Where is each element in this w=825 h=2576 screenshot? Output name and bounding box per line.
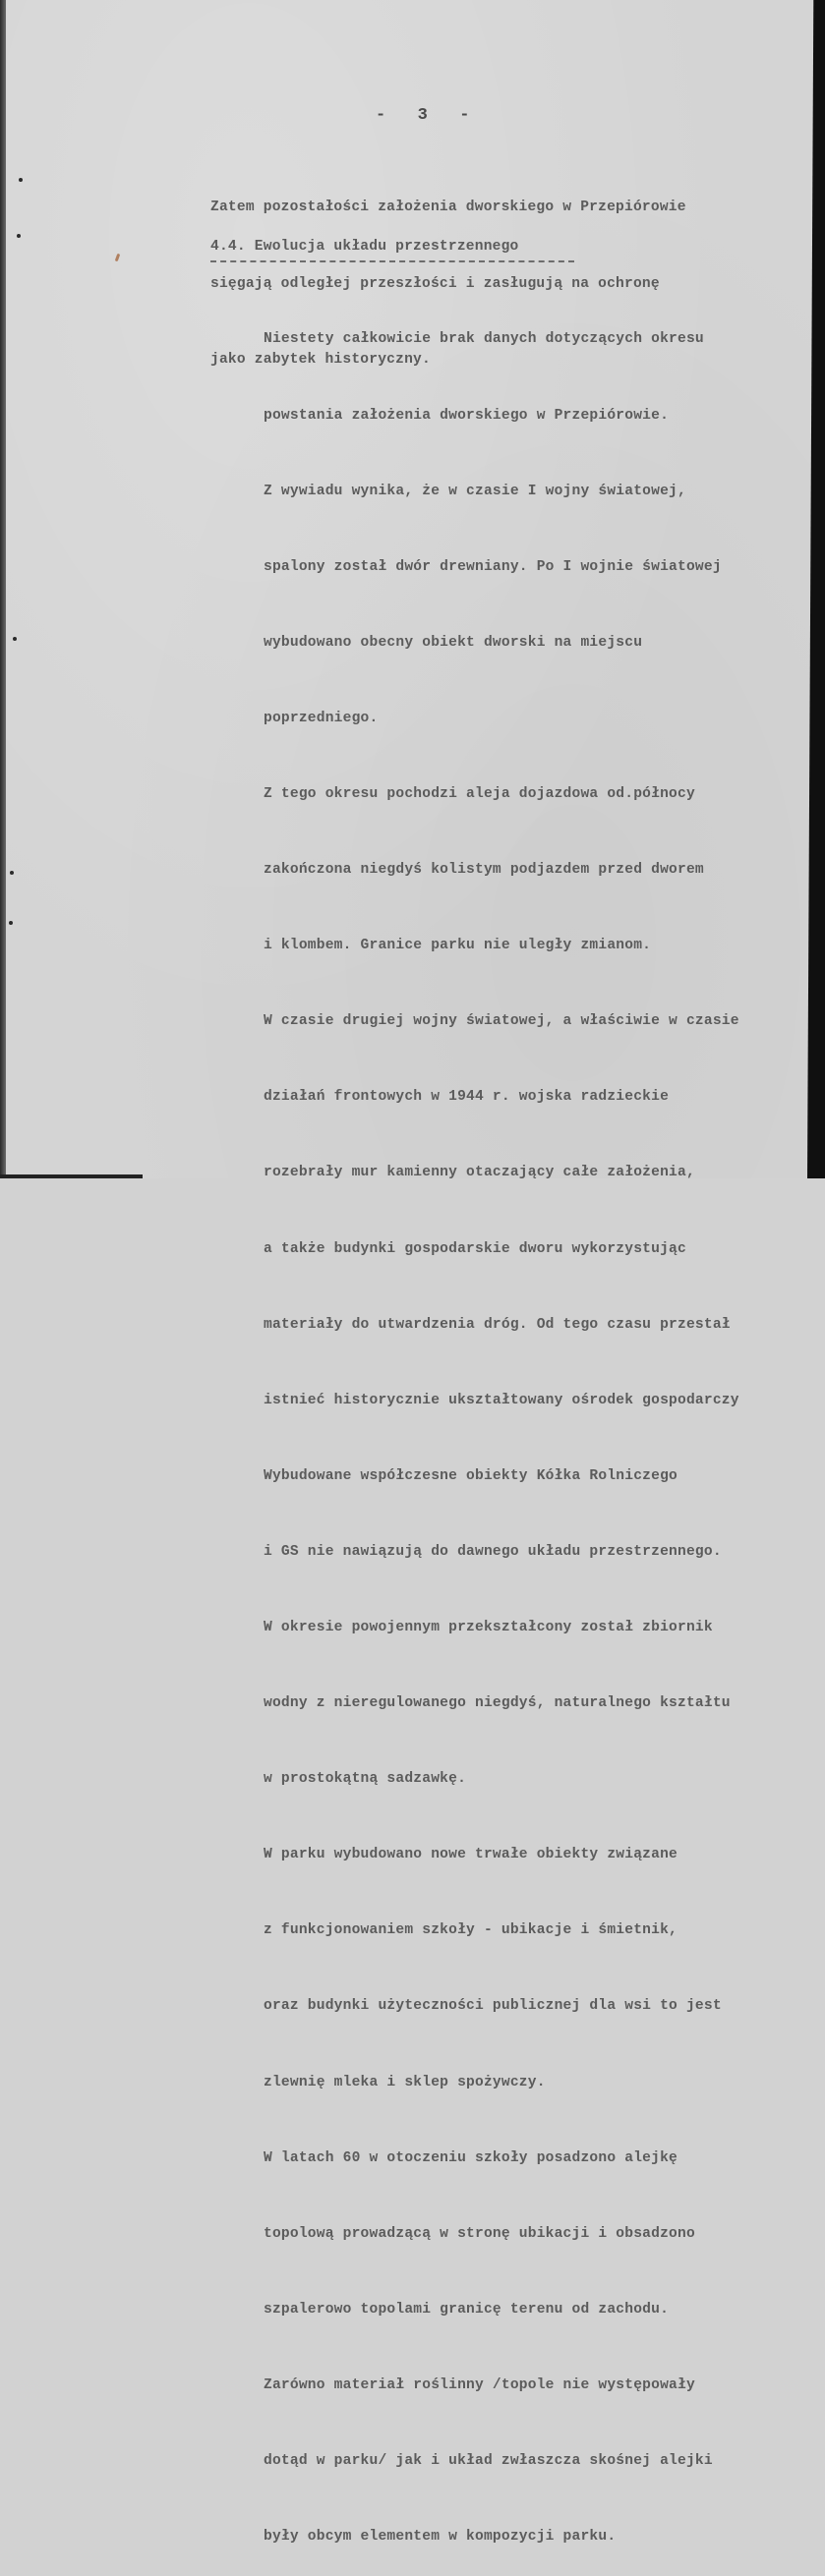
- text-line: zlewnię mleka i sklep spożywczy.: [264, 2074, 546, 2090]
- text-line: Zarówno materiał roślinny /topole nie występowały: [264, 2376, 695, 2393]
- text-line: wodny z nieregulowanego niegdyś, naturalnego kształtu: [264, 1695, 731, 1712]
- text-line: W latach 60 w otoczeniu szkoły posadzono alejkę: [264, 2149, 678, 2166]
- text-line: Zatem pozostałości założenia dworskiego w Przepiórowie: [210, 200, 686, 216]
- text-line: powstania założenia dworskiego w Przepiórowie.: [264, 407, 670, 424]
- punch-hole-mark: [9, 921, 13, 925]
- text-line: zakończona niegdyś kolistym podjazdem przed dworem: [264, 862, 704, 879]
- text-line: W okresie powojennym przekształcony został zbiornik: [264, 1620, 713, 1635]
- text-line: szpalerowo topolami granicę terenu od zachodu.: [264, 2301, 670, 2318]
- text-line: Wybudowane współczesne obiekty Kółka Rolniczego: [264, 1467, 678, 1484]
- section-heading-underline: [210, 260, 574, 262]
- punch-hole-mark: [10, 871, 14, 875]
- text-line: poprzedniego.: [264, 710, 379, 726]
- scan-bottom-edge: [0, 1174, 143, 1178]
- text-line: były obcym elementem w kompozycji parku.: [264, 2529, 617, 2546]
- text-line: materiały do utwardzenia dróg. Od tego czasu przestał: [264, 1316, 731, 1333]
- text-line: w prostokątną sadzawkę.: [264, 1771, 467, 1788]
- text-line: dotąd w parku/ jak i układ zwłaszcza skośnej alejki: [264, 2453, 713, 2470]
- text-line: spalony został dwór drewniany. Po I wojnie światowej: [264, 558, 722, 575]
- text-line: Z wywiadu wynika, że w czasie I wojny światowej,: [264, 483, 686, 499]
- page-number: - 3 -: [376, 106, 474, 125]
- punch-hole-mark: [19, 178, 23, 182]
- text-line: jako zabytek historyczny.: [210, 351, 431, 368]
- text-line: istnieć historycznie ukształtowany ośrodek gospodarczy: [264, 1392, 739, 1408]
- section-body: [264, 277, 739, 2576]
- section-heading: 4.4. Ewolucja układu przestrzennego: [210, 239, 519, 255]
- text-line: wybudowano obecny obiekt dworski na miejscu: [264, 634, 643, 651]
- text-line: i klombem. Granice parku nie uległy zmianom.: [264, 938, 652, 954]
- text-line: W parku wybudowano nowe trwałe obiekty związane: [264, 1847, 678, 1863]
- text-line: Z tego okresu pochodzi aleja dojazdowa od.północy: [264, 785, 695, 802]
- text-line: W czasie drugiej wojny światowej, a właściwie w czasie: [264, 1013, 739, 1030]
- punch-hole-mark: [17, 234, 21, 238]
- text-line: Niestety całkowicie brak danych dotyczących okresu: [264, 331, 704, 348]
- text-line: rozebrały mur kamienny otaczający całe założenia,: [264, 1165, 695, 1181]
- punch-hole-mark: [13, 637, 17, 641]
- text-line: działań frontowych w 1944 r. wojska radzieckie: [264, 1089, 670, 1106]
- text-line: i GS nie nawiązują do dawnego układu przestrzennego.: [264, 1543, 722, 1560]
- text-line: topolową prowadzącą w stronę ubikacji i obsadzono: [264, 2225, 695, 2242]
- text-line: sięgają odległej przeszłości i zasługują na ochronę: [210, 275, 660, 292]
- text-line: a także budynki gospodarskie dworu wykorzystując: [264, 1240, 686, 1257]
- scan-left-edge: [0, 0, 6, 1178]
- text-line: oraz budynki użyteczności publicznej dla wsi to jest: [264, 1998, 722, 2015]
- text-line: z funkcjonowaniem szkoły - ubikacje i śmietnik,: [264, 1922, 678, 1939]
